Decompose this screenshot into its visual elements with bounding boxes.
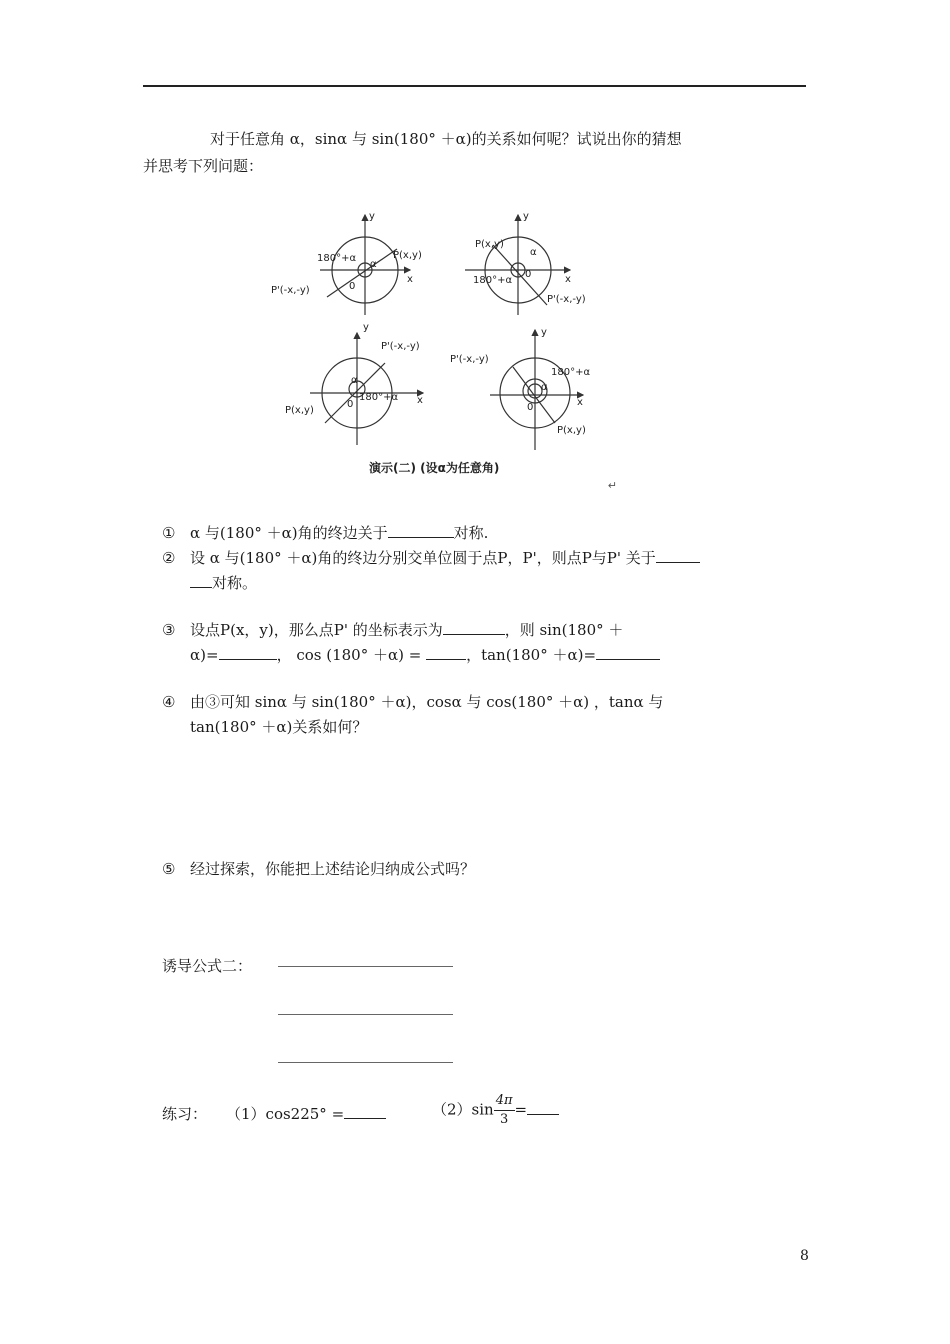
q4-number: ④ — [162, 693, 176, 711]
q5-text: 经过探索，你能把上述结论归纳成公式吗？ — [190, 860, 476, 878]
q3-y-label: y — [363, 322, 369, 333]
q2-p-prime-label: P'(-x,-y) — [547, 294, 586, 305]
q3-alpha-label: α — [351, 375, 358, 386]
practice-item-1 — [226, 1103, 386, 1124]
q1-number: ① — [162, 524, 176, 542]
q3-text-tan: ，tan(180° ＋α)= — [466, 646, 597, 664]
q5-number: ⑤ — [162, 860, 176, 878]
practice-2-blank[interactable] — [527, 1100, 559, 1115]
q4-angle-label: 180°+α — [551, 367, 591, 378]
unit-circle-figure — [265, 205, 615, 490]
question-4 — [162, 691, 663, 712]
question-2-cont — [190, 572, 257, 593]
page-number: 8 — [800, 1248, 809, 1264]
q1-p-label: P(x,y) — [393, 250, 422, 261]
q3-blank-coords[interactable] — [443, 620, 505, 635]
q3-text: 设点P(x，y)，那么点P' 的坐标表示为 — [190, 621, 443, 639]
q1-text: α 与(180° ＋α)角的终边关于 — [190, 524, 388, 542]
return-mark: ↵ — [607, 479, 617, 492]
q1-angle-label: 180°+α — [317, 253, 357, 264]
diagram-quadrant-1 — [320, 215, 410, 315]
q2-origin-label: 0 — [525, 269, 532, 280]
q3-text-cos: ， cos (180° ＋α) = — [276, 646, 427, 664]
q2-x-label: x — [565, 274, 571, 285]
q4-y-label: y — [541, 327, 547, 338]
question-3 — [162, 619, 623, 640]
figure-caption: 演示(二) (设α为任意角) — [369, 461, 500, 475]
q1-text-end: 对称. — [453, 524, 489, 542]
formula-answer-line-1[interactable] — [278, 966, 453, 967]
q3-angle-label: 180°+α — [359, 392, 399, 403]
q3-x-label: x — [417, 395, 423, 406]
q2-text-end: 对称。 — [212, 574, 258, 592]
intro-line-2: 并思考下列问题： — [143, 157, 264, 175]
q2-blank-b[interactable] — [190, 573, 212, 588]
header-rule — [143, 85, 806, 87]
fraction-denominator: 3 — [499, 1112, 509, 1127]
q1-p-prime-label: P'(-x,-y) — [271, 285, 310, 296]
fraction-numerator: 4π — [494, 1092, 515, 1111]
q1-x-label: x — [407, 274, 413, 285]
q3-number: ③ — [162, 621, 176, 639]
practice-label: 练习： — [162, 1105, 208, 1123]
q3-blank-sin[interactable] — [219, 645, 277, 660]
q1-origin-label: 0 — [349, 281, 356, 292]
formula-answer-line-2[interactable] — [278, 1014, 453, 1015]
q4-x-label: x — [577, 397, 583, 408]
practice-2-prefix: （2）sin — [432, 1100, 494, 1119]
q4-line-1: 由③可知 sinα 与 sin(180° ＋α)，cosα 与 cos(180° ＋α) ，tanα 与 — [190, 693, 664, 711]
q2-y-label: y — [523, 211, 529, 222]
question-3-cont — [190, 644, 660, 665]
q3-text-alpha: α)= — [190, 646, 219, 664]
question-2 — [162, 547, 700, 568]
q1-y-label: y — [369, 211, 375, 222]
q3-blank-tan[interactable] — [596, 645, 660, 660]
intro-line-1: 对于任意角 α，sinα 与 sin(180° ＋α)的关系如何呢？试说出你的猜想 — [210, 130, 682, 148]
q3-p-prime-label: P'(-x,-y) — [381, 341, 420, 352]
q4-p-prime-label: P'(-x,-y) — [450, 354, 489, 365]
question-5 — [162, 858, 475, 879]
formula-answer-line-3[interactable] — [278, 1062, 453, 1063]
practice-item-2 — [432, 1092, 559, 1129]
practice-2-suffix: = — [514, 1100, 528, 1119]
q4-p-label: P(x,y) — [557, 425, 586, 436]
q2-p-label: P(x,y) — [475, 239, 504, 250]
q1-alpha-label: α — [370, 259, 377, 270]
practice-1-text: （1）cos225° = — [226, 1105, 345, 1123]
formula-label: 诱导公式二： — [162, 957, 253, 975]
practice-1-blank[interactable] — [344, 1104, 386, 1119]
q2-angle-label: 180°+α — [473, 275, 513, 286]
q2-number: ② — [162, 549, 176, 567]
q3-text-sin: ，则 sin(180° ＋ — [504, 621, 624, 639]
q2-alpha-label: α — [530, 247, 537, 258]
q3-origin-label: 0 — [347, 399, 354, 410]
q4-line-2: tan(180° ＋α)关系如何？ — [190, 718, 368, 736]
q2-text: 设 α 与(180° ＋α)角的终边分别交单位圆于点P，P'，则点P与P' 关于 — [190, 549, 656, 567]
q3-p-label: P(x,y) — [285, 405, 314, 416]
q1-blank[interactable] — [388, 523, 454, 538]
question-1 — [162, 522, 488, 543]
q4-alpha-label: α — [541, 382, 548, 393]
q2-blank-a[interactable] — [656, 548, 700, 563]
q4-origin-label: 0 — [527, 402, 534, 413]
q3-blank-cos[interactable] — [426, 645, 466, 660]
fraction — [494, 1092, 515, 1129]
